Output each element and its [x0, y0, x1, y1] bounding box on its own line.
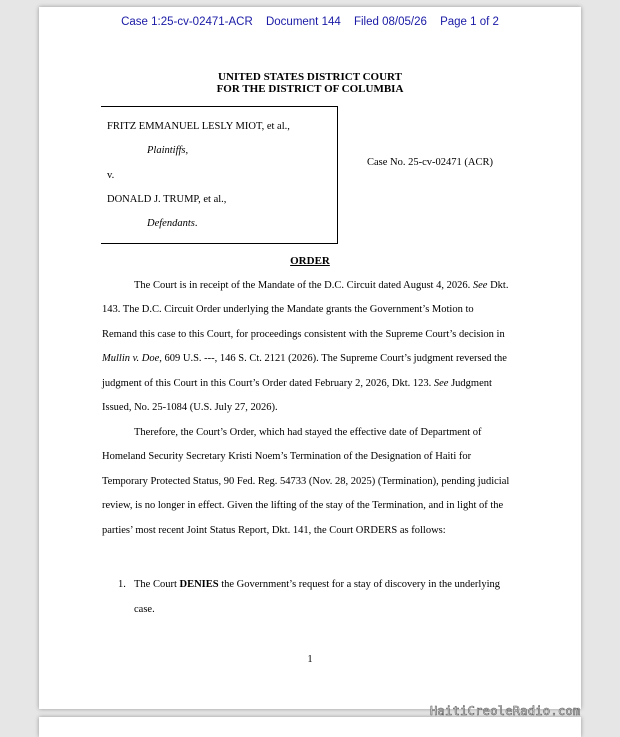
order-title: ORDER: [290, 255, 330, 267]
document-number-header: Document 144: [265, 16, 341, 28]
court-name: UNITED STATES DISTRICT COURT FOR THE DISTRICT OF COLUMBIA: [216, 71, 404, 95]
body-line: Temporary Protected Status, 90 Fed. Reg. 54733 (Nov. 28, 2025) (Termination), pending judicial: [102, 476, 510, 487]
document-page: [39, 7, 581, 709]
body-line: judgment of this Court in this Court’s Order dated February 2, 2026, Dkt. 123. See Judgment: [102, 378, 492, 389]
list-item-continuation: case.: [134, 604, 155, 615]
list-item-number: 1.: [118, 579, 126, 590]
page-count-header: Page 1 of 2: [440, 16, 499, 28]
page-number: 1: [307, 654, 313, 665]
body-line: Homeland Security Secretary Kristi Noem’s Termination of the Designation of Haiti for: [102, 451, 472, 462]
body-line: Mullin v. Doe, 609 U.S. ---, 146 S. Ct. 2121 (2026). The Supreme Court’s judgment reversed the: [102, 353, 507, 364]
body-line: parties’ most recent Joint Status Report, Dkt. 141, the Court ORDERS as follows:: [102, 525, 446, 536]
defendants-label: Defendants.: [147, 218, 198, 229]
plaintiffs-label: Plaintiffs,: [147, 145, 189, 156]
plaintiff-name: FRITZ EMMANUEL LESLY MIOT, et al.,: [107, 121, 290, 132]
case-number: Case No. 25-cv-02471 (ACR): [367, 157, 493, 168]
body-line: The Court is in receipt of the Mandate of the D.C. Circuit dated August 4, 2026. See Dkt.: [134, 280, 509, 291]
body-line: Remand this case to this Court, for proceedings consistent with the Supreme Court’s decision in: [102, 329, 505, 340]
filing-header: [39, 16, 581, 28]
list-item: The Court DENIES the Government’s request for a stay of discovery in the underlying: [134, 579, 500, 590]
body-line: review, is no longer in effect. Given the lifting of the stay of the Termination, and in light of the: [102, 500, 504, 511]
body-line: Issued, No. 25-1084 (U.S. July 27, 2026).: [102, 402, 278, 413]
body-line: Therefore, the Court’s Order, which had stayed the effective date of Department of: [134, 427, 482, 438]
defendant-name: DONALD J. TRUMP, et al.,: [107, 194, 227, 205]
versus: v.: [107, 170, 115, 181]
body-line: 143. The D.C. Circuit Order underlying the Mandate grants the Government’s Motion to: [102, 304, 474, 315]
next-page: [39, 717, 581, 737]
watermark: HaitiCreoleRadio.com: [430, 704, 581, 718]
case-number-header: Case 1:25-cv-02471-ACR: [121, 16, 253, 28]
filed-date-header: Filed 08/05/26: [353, 16, 427, 28]
